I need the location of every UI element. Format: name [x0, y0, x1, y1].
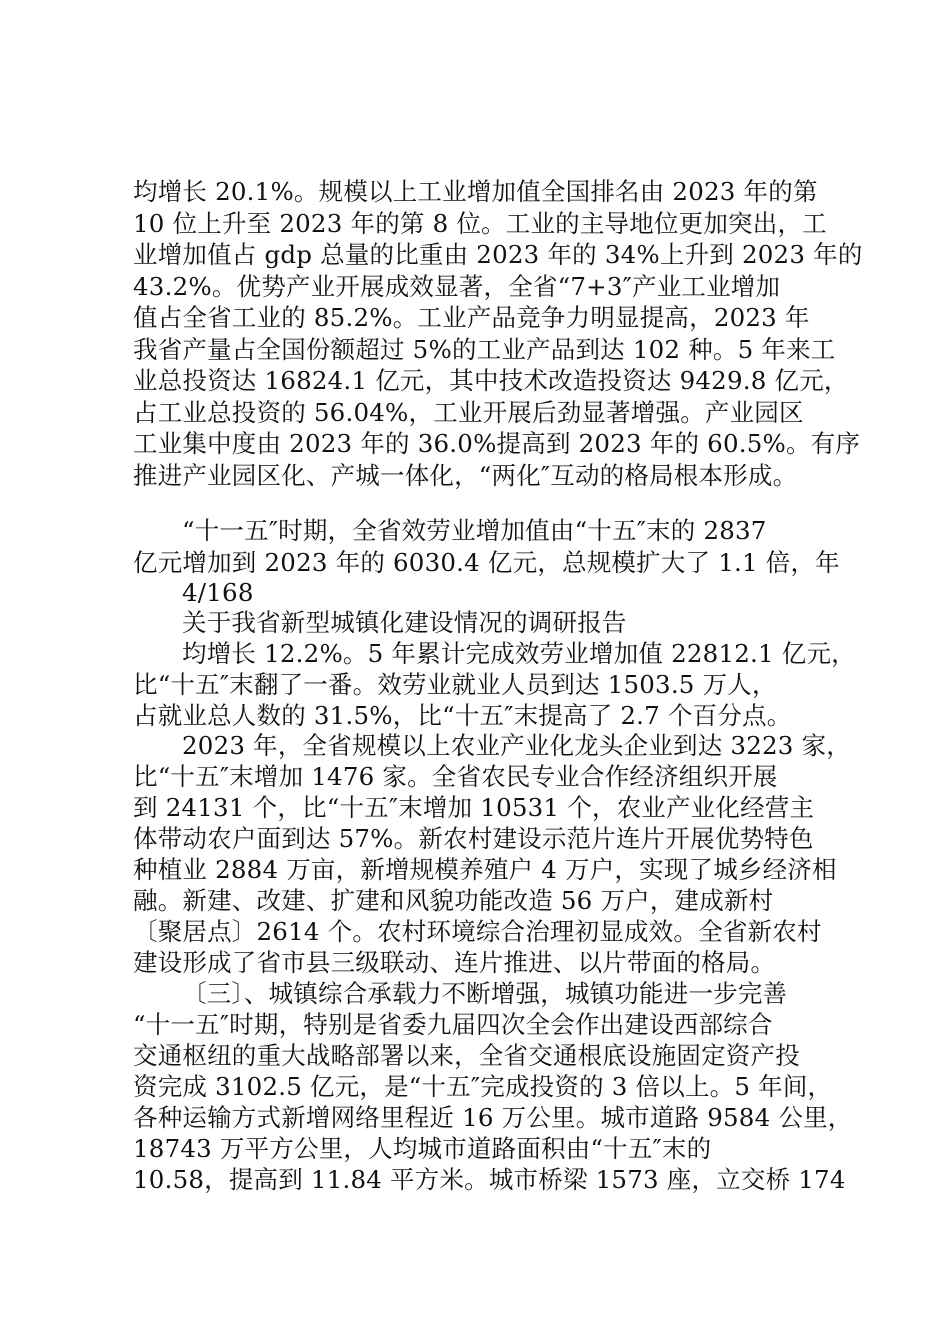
text-line: 10.58，提高到 11.84 平方米。城市桥梁 1573 座，立交桥 174: [133, 1165, 846, 1194]
text-line: “十一五″时期，全省效劳业增加值由“十五″末的 2837: [182, 516, 767, 545]
text-line: 到 24131 个，比“十五″末增加 10531 个，农业产业化经营主: [133, 793, 815, 822]
text-line: 工业集中度由 2023 年的 36.0%提高到 2023 年的 60.5%。有序: [133, 429, 861, 458]
text-line: 〔聚居点〕2614 个。农村环境综合治理初显成效。全省新农村: [133, 917, 822, 946]
text-line: “十一五″时期，特别是省委九届四次全会作出建设西部综合: [133, 1010, 773, 1039]
text-line: 交通枢纽的重大战略部署以来，全省交通根底设施固定资产投: [133, 1041, 800, 1070]
text-line: 均增长 20.1%。规模以上工业增加值全国排名由 2023 年的第: [133, 177, 818, 206]
text-line: 比“十五″末翻了一番。效劳业就业人员到达 1503.5 万人，: [133, 670, 777, 699]
text-line: 资完成 3102.5 亿元，是“十五″完成投资的 3 倍以上。5 年间，: [133, 1072, 833, 1101]
page-number: 4/168: [182, 578, 254, 607]
text-line: 比“十五″末增加 1476 家。全省农民专业合作经济组织开展: [133, 762, 778, 791]
text-line: 建设形成了省市县三级联动、连片推进、以片带面的格局。: [133, 948, 776, 977]
text-line: 融。新建、改建、扩建和风貌功能改造 56 万户，建成新村: [133, 886, 774, 915]
section-heading: 〔三〕、城镇综合承载力不断增强，城镇功能进一步完善: [182, 979, 788, 1008]
text-line: 占工业总投资的 56.04%，工业开展后劲显著增强。产业园区: [133, 398, 804, 427]
text-line: 10 位上升至 2023 年的第 8 位。工业的主导地位更加突出，工: [133, 209, 827, 238]
text-line: 均增长 12.2%。5 年累计完成效劳业增加值 22812.1 亿元，: [182, 639, 856, 668]
text-line: 业增加值占 gdp 总量的比重由 2023 年的 34%上升到 2023 年的: [133, 240, 863, 269]
header-title: 关于我省新型城镇化建设情况的调研报告: [182, 608, 627, 637]
text-line: 我省产量占全国份额超过 5%的工业产品到达 102 种。5 年来工: [133, 335, 836, 364]
text-line: 18743 万平方公里，人均城市道路面积由“十五″末的: [133, 1134, 712, 1163]
text-line: 种植业 2884 万亩，新增规模养殖户 4 万户，实现了城乡经济相: [133, 855, 837, 884]
text-line: 推进产业园区化、产城一体化，“两化″互动的格局根本形成。: [133, 461, 798, 490]
text-line: 业总投资达 16824.1 亿元，其中技术改造投资达 9429.8 亿元，: [133, 366, 849, 395]
text-line: 体带动农户面到达 57%。新农村建设示范片连片开展优势特色: [133, 824, 814, 853]
text-line: 值占全省工业的 85.2%。工业产品竞争力明显提高，2023 年: [133, 303, 810, 332]
text-line: 2023 年，全省规模以上农业产业化龙头企业到达 3223 家，: [182, 731, 851, 760]
text-line: 43.2%。优势产业开展成效显著，全省“7+3″产业工业增加: [133, 272, 781, 301]
text-line: 占就业总人数的 31.5%，比“十五″末提高了 2.7 个百分点。: [133, 701, 792, 730]
text-line: 各种运输方式新增网络里程近 16 万公里。城市道路 9584 公里，: [133, 1103, 853, 1132]
text-line: 亿元增加到 2023 年的 6030.4 亿元，总规模扩大了 1.1 倍，年: [133, 548, 840, 577]
